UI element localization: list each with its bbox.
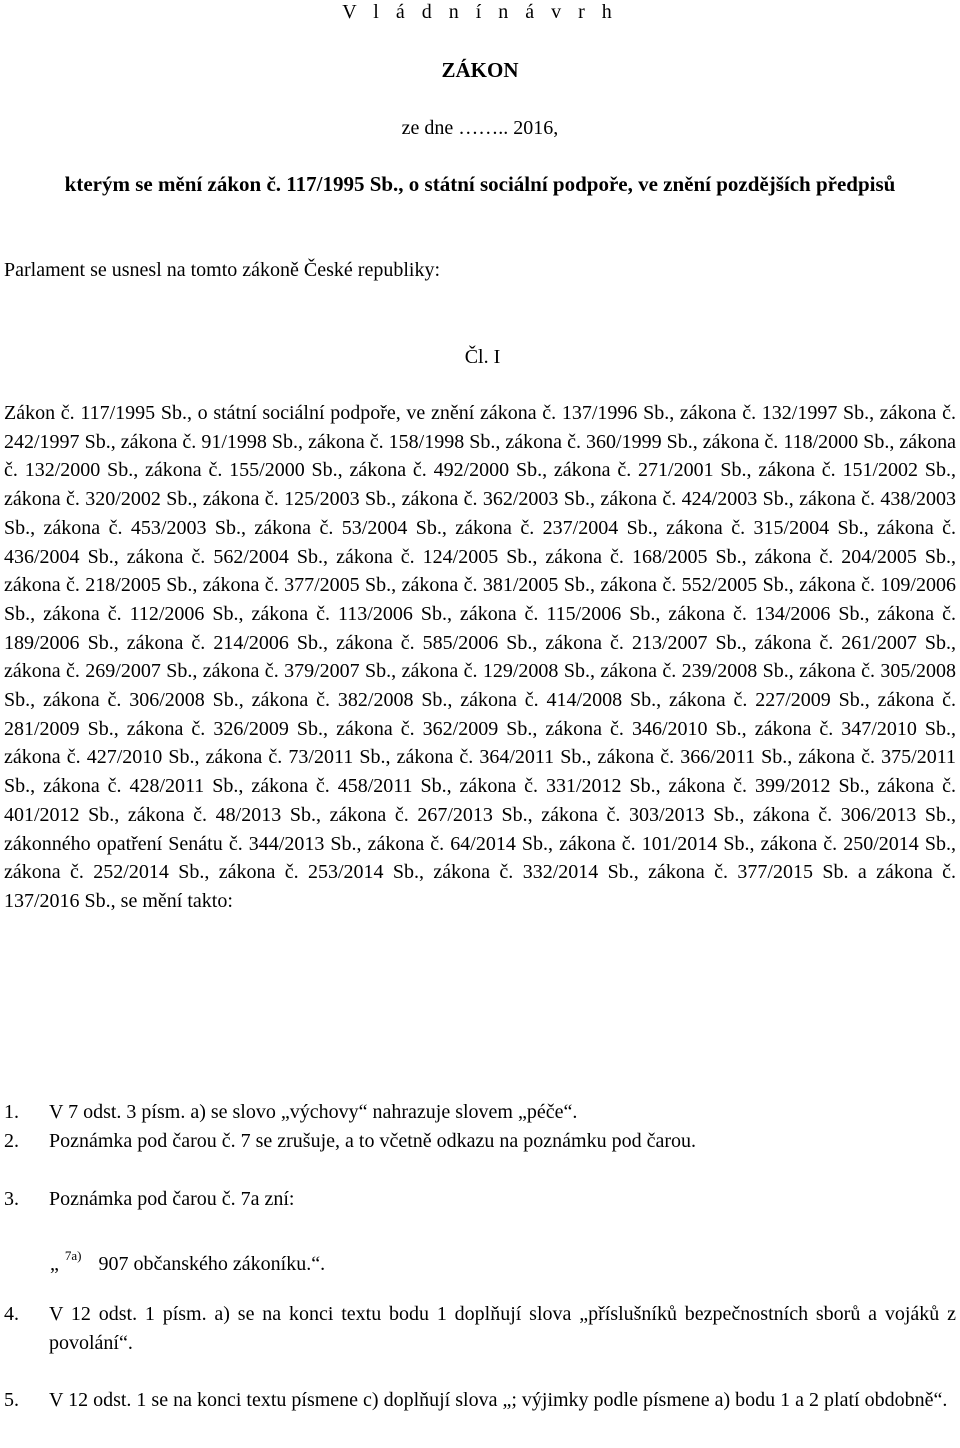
date-line: ze dne …….. 2016,	[401, 117, 559, 139]
item-text: Poznámka pod čarou č. 7a zní:	[49, 1188, 295, 1210]
item-text: V 12 odst. 1 písm. a) se na konci textu bodu 1 doplňují slova „příslušníků bezpečnostních sborů a vojáků z povolání“.	[49, 1303, 956, 1354]
footnote-text: 907 občanského zákoníku.“.	[93, 1253, 326, 1275]
item-text: V 7 odst. 3 písm. a) se slovo „výchovy“ nahrazuje slovem „péče“.	[49, 1101, 578, 1123]
item-number: 5.	[4, 1389, 19, 1411]
item-number: 3.	[4, 1188, 19, 1210]
law-subject: kterým se mění zákon č. 117/1995 Sb., o státní sociální podpoře, ve znění pozdějších předpisů	[64, 172, 896, 196]
list-item	[4, 1300, 956, 1358]
enacting-clause: Parlament se usnesl na tomto zákoně České republiky:	[4, 259, 441, 281]
item-text: V 12 odst. 1 se na konci textu písmene c) doplňují slova „; výjimky podle písmene a) bodu 1 a 2 platí obdobně“.	[49, 1389, 948, 1411]
list-item	[4, 1127, 956, 1156]
proposal-label: V l á d n í n á v r h	[342, 1, 618, 23]
footnote-marker: 7a)	[64, 1248, 82, 1263]
footnote-quote	[50, 1242, 325, 1279]
law-title: ZÁKON	[441, 58, 519, 82]
list-item	[4, 1185, 956, 1214]
list-item	[4, 1386, 956, 1415]
item-number: 2.	[4, 1130, 19, 1152]
item-text: Poznámka pod čarou č. 7 se zrušuje, a to včetně odkazu na poznámku pod čarou.	[49, 1130, 696, 1152]
article-intro-paragraph: Zákon č. 117/1995 Sb., o státní sociální podpoře, ve znění zákona č. 137/1996 Sb., zákona č. 132/1997 Sb., zákona č. 242/1997 Sb., zákona č. 91/1998 Sb., zákona č. 158/1998 Sb., zákona č. 360/1999 Sb., zákona č. 118/2000 Sb., zákona č. 132/2000 Sb., zákona č. 155/2000 Sb., zákona č. 492/2000 Sb., zákona č. 271/2001 Sb., zákona č. 151/2002 Sb., zákona č. 320/2002 Sb., zákona č. 125/2003 Sb., zákona č. 362/2003 Sb., zákona č. 424/2003 Sb., zákona č. 438/2003 Sb., zákona č. 453/2003 Sb., zákona č. 53/2004 Sb., zákona č. 237/2004 Sb., zákona č. 315/2004 Sb., zákona č. 436/2004 Sb., zákona č. 562/2004 Sb., zákona č. 124/2005 Sb., zákona č. 168/2005 Sb., zákona č. 204/2005 Sb., zákona č. 218/2005 Sb., zákona č. 377/2005 Sb., zákona č. 381/2005 Sb., zákona č. 552/2005 Sb., zákona č. 109/2006 Sb., zákona č. 112/2006 Sb., zákona č. 113/2006 Sb., zákona č. 115/2006 Sb., zákona č. 134/2006 Sb., zákona č. 189/2006 Sb., zákona č. 214/2006 Sb., zákona č. 585/2006 Sb., zákona č. 213/2007 Sb., zákona č. 261/2007 Sb., zákona č. 269/2007 Sb., zákona č. 379/2007 Sb., zákona č. 129/2008 Sb., zákona č. 239/2008 Sb., zákona č. 305/2008 Sb., zákona č. 306/2008 Sb., zákona č. 382/2008 Sb., zákona č. 414/2008 Sb., zákona č. 227/2009 Sb., zákona č. 281/2009 Sb., zákona č. 326/2009 Sb., zákona č. 362/2009 Sb., zákona č. 346/2010 Sb., zákona č. 347/2010 Sb., zákona č. 427/2010 Sb., zákona č. 73/2011 Sb., zákona č. 364/2011 Sb., zákona č. 366/2011 Sb., zákona č. 375/2011 Sb., zákona č. 428/2011 Sb., zákona č. 458/2011 Sb., zákona č. 331/2012 Sb., zákona č. 399/2012 Sb., zákona č. 401/2012 Sb., zákona č. 48/2013 Sb., zákona č. 267/2013 Sb., zákona č. 303/2013 Sb., zákona č. 306/2013 Sb., zákonného opatření Senátu č. 344/2013 Sb., zákona č. 64/2014 Sb., zákona č. 101/2014 Sb., zákona č. 250/2014 Sb., zákona č. 252/2014 Sb., zákona č. 253/2014 Sb., zákona č. 332/2014 Sb., zákona č. 377/2015 Sb. a zákona č. 137/2016 Sb., se mění takto:	[4, 402, 956, 912]
item-number: 4.	[4, 1303, 19, 1325]
item-number: 1.	[4, 1101, 19, 1123]
list-item	[4, 1098, 956, 1127]
quote-open-mark: „	[50, 1253, 59, 1275]
article-heading: Čl. I	[464, 346, 501, 368]
